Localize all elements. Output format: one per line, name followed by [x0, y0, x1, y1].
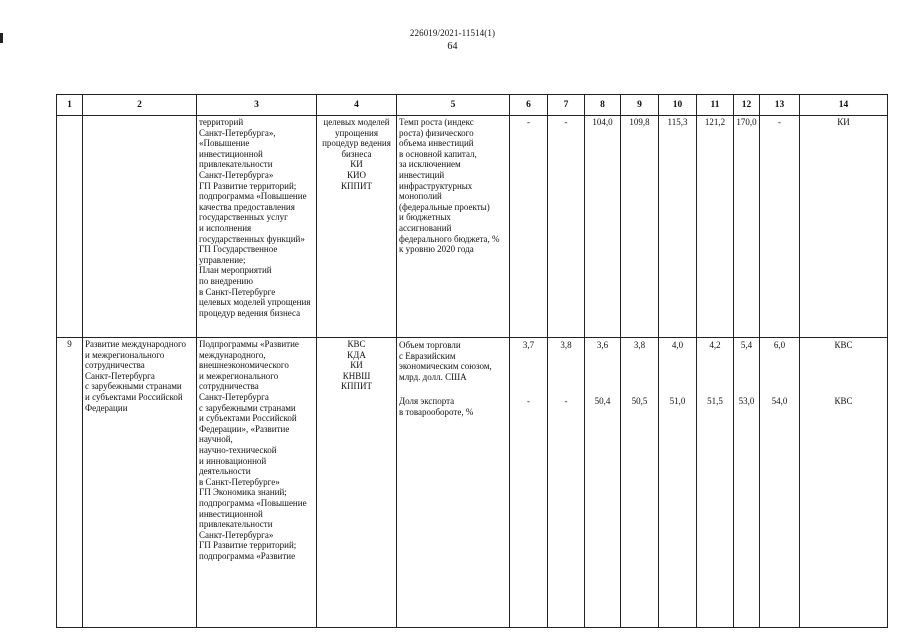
indicator-export-share: Доля экспорта в товарообороте, %	[399, 396, 474, 417]
value-cell: 5,4 53,0	[734, 338, 760, 628]
column-header: 11	[697, 95, 734, 116]
indicator-cell: Темп роста (индекс роста) физического объема инвестиций в основной капитал, за исключением инвестиций инфраструктурных монополий (федеральные проекты) и бюджетных ассигнований федерального бюджета, % к уровню 2020 года	[397, 116, 510, 338]
column-header: 6	[510, 95, 548, 116]
column-header: 13	[760, 95, 800, 116]
page-number: 64	[447, 41, 458, 52]
value-cell: -	[548, 116, 585, 338]
value-cell: 3,8 50,5	[621, 338, 659, 628]
value-cell: -	[760, 116, 800, 338]
column-header: 5	[397, 95, 510, 116]
column-header: 12	[734, 95, 760, 116]
indicator-cell	[397, 338, 510, 628]
value-cell: -	[510, 116, 548, 338]
indicator-trade-volume: Объем торговли с Евразийским экономическим союзом, млрд. долл. США	[399, 340, 492, 382]
column-header: 1	[57, 95, 83, 116]
value-cell: 109,8	[621, 116, 659, 338]
program-table	[56, 94, 888, 628]
column-header: 9	[621, 95, 659, 116]
value-cell: 6,0 54,0	[760, 338, 800, 628]
value-cell: 121,2	[697, 116, 734, 338]
value-cell: 104,0	[585, 116, 621, 338]
executors-cell: целевых моделей упрощения процедур ведения бизнеса КИ КИО КППИТ	[317, 116, 397, 338]
value-cell: 3,6 50,4	[585, 338, 621, 628]
column-header: 8	[585, 95, 621, 116]
goal-name-cell	[83, 116, 197, 338]
value-cell: 115,3	[659, 116, 697, 338]
column-header: 10	[659, 95, 697, 116]
table-row	[57, 338, 888, 628]
row-number: 9	[57, 338, 83, 628]
value-cell: 3,7 -	[510, 338, 548, 628]
executors-cell: КВС КДА КИ КНВШ КППИТ	[317, 338, 397, 628]
column-header: 4	[317, 95, 397, 116]
value-cell: 4,0 51,0	[659, 338, 697, 628]
value-cell: 3,8 -	[548, 338, 585, 628]
program-cell: территорий Санкт-Петербурга», «Повышение инвестиционной привлекательности Санкт-Петербурга» ГП Развитие территорий; подпрограмма «Повышение качества предоставления государственных услуг и исполнения государственных функций» ГП Государственное управление; План мероприятий по внедрению в Санкт-Петербурге целевых моделей упрощения процедур ведения бизнеса	[197, 116, 317, 338]
responsible-cell: КВС КВС	[800, 338, 888, 628]
column-header: 2	[83, 95, 197, 116]
column-header-row	[57, 95, 888, 116]
row-number	[57, 116, 83, 338]
column-header: 3	[197, 95, 317, 116]
goal-name-cell: Развитие международного и межрегионального сотрудничества Санкт-Петербурга с зарубежными странами и субъектами Российской Федерации	[83, 338, 197, 628]
table-row	[57, 116, 888, 338]
column-header: 14	[800, 95, 888, 116]
responsible-cell: КИ	[800, 116, 888, 338]
column-header: 7	[548, 95, 585, 116]
value-cell: 170,0	[734, 116, 760, 338]
program-cell: Подпрограммы «Развитие международного, внешнеэкономического и межрегионального сотрудничества Санкт-Петербурга с зарубежными странами и субъектами Российской Федерации», «Развитие научной, научно-технической и инновационной деятельности в Санкт-Петербурге» ГП Экономика знаний; подпрограмма «Повышение инвестиционной привлекательности Санкт-Петербурга» ГП Развитие территорий; подпрограмма «Развитие	[197, 338, 317, 628]
document-number: 226019/2021-11514(1)	[409, 28, 496, 38]
value-cell: 4,2 51,5	[697, 338, 734, 628]
